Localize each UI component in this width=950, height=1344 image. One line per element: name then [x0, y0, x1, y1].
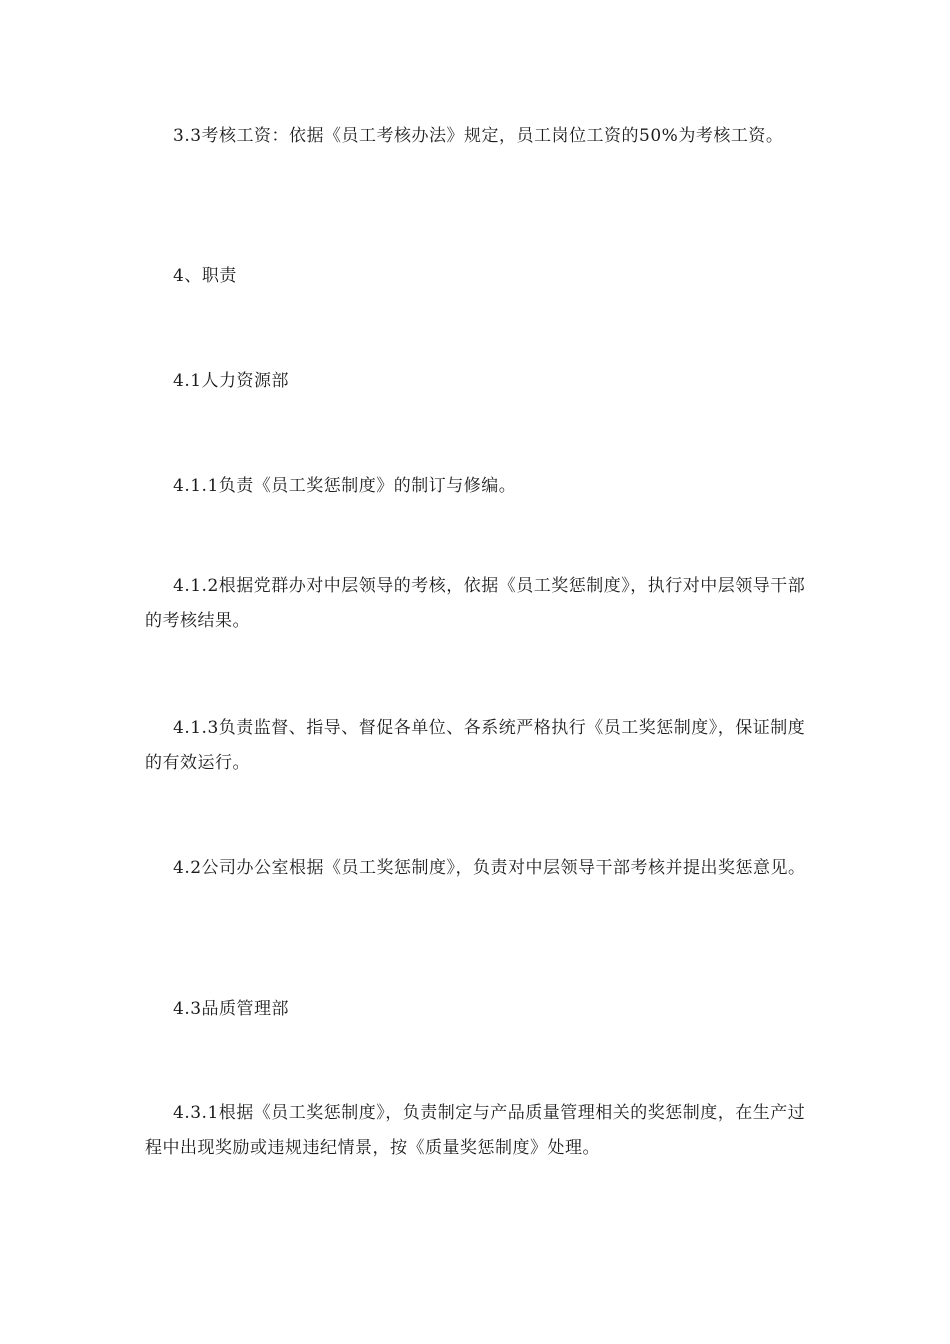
paragraph-3-3-assessment-wage: 3.3考核工资：依据《员工考核办法》规定，员工岗位工资的50%为考核工资。 [173, 126, 784, 146]
section-heading-responsibilities: 4、职责 [173, 266, 237, 286]
paragraph-4-1-1: 4.1.1负责《员工奖惩制度》的制订与修编。 [173, 476, 517, 496]
paragraph-4-1-3: 4.1.3负责监督、指导、督促各单位、各系统严格执行《员工奖惩制度》，保证制度的有效运行。 [145, 718, 806, 773]
paragraph-4-1-2: 4.1.2根据党群办对中层领导的考核，依据《员工奖惩制度》，执行对中层领导干部的考核结果。 [145, 576, 806, 631]
paragraph-4-3-1: 4.3.1根据《员工奖惩制度》，负责制定与产品质量管理相关的奖惩制度，在生产过程中出现奖励或违规违纪情景，按《质量奖惩制度》处理。 [145, 1103, 806, 1158]
paragraph-4-2-company-office: 4.2公司办公室根据《员工奖惩制度》，负责对中层领导干部考核并提出奖惩意见。 [173, 858, 806, 878]
subsection-heading-hr-department: 4.1人力资源部 [173, 371, 290, 391]
subsection-heading-quality-management: 4.3品质管理部 [173, 999, 290, 1019]
